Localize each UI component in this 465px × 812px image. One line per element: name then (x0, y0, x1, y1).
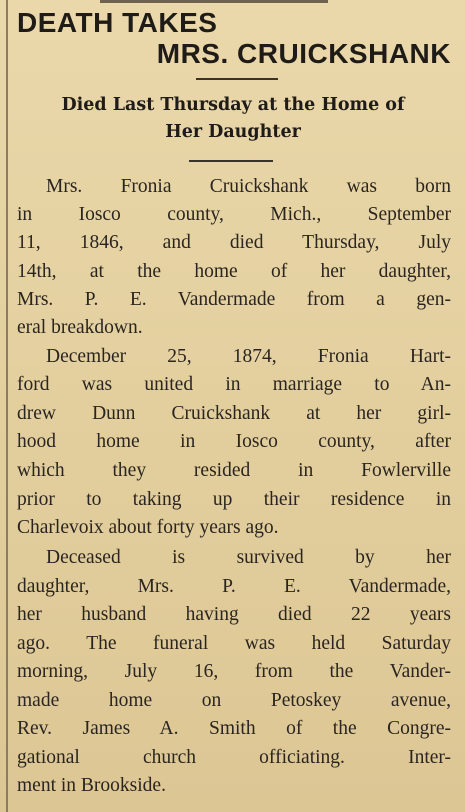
body-line: ford was united in marriage to An- (17, 374, 451, 395)
headline-line-2: MRS. CRUICKSHANK (156, 38, 451, 69)
body-line: Deceased is survived by her (46, 547, 451, 568)
headline-divider (196, 78, 278, 80)
body-line: ago. The funeral was held Saturday (17, 633, 451, 654)
body-line: which they resided in Fowlerville (17, 460, 451, 481)
body-line: December 25, 1874, Fronia Hart- (46, 346, 451, 367)
clipping-edge (6, 0, 8, 812)
body-line: Rev. James A. Smith of the Congre- (17, 718, 451, 739)
body-line: morning, July 16, from the Vander- (17, 661, 451, 682)
body-line: her husband having died 22 years (17, 604, 451, 625)
top-rule (100, 0, 328, 3)
body-line: gational church officiating. Inter- (17, 747, 451, 768)
body-line: eral breakdown. (17, 317, 143, 338)
body-line: Charlevoix about forty years ago. (17, 517, 279, 538)
subheadline-divider (189, 160, 273, 162)
body-line: 14th, at the home of her daughter, (17, 261, 451, 282)
body-line: daughter, Mrs. P. E. Vandermade, (17, 576, 451, 597)
body-line: hood home in Iosco county, after (17, 431, 451, 452)
body-line: Mrs. P. E. Vandermade from a gen- (17, 289, 451, 310)
body-line: Mrs. Fronia Cruickshank was born (46, 176, 451, 197)
body-line: prior to taking up their residence in (17, 489, 451, 510)
headline-line-1: DEATH TAKES (17, 7, 218, 38)
body-line: ment in Brookside. (17, 775, 166, 796)
body-line: 11, 1846, and died Thursday, July (17, 232, 451, 253)
body-line: made home on Petoskey avenue, (17, 690, 451, 711)
body-line: drew Dunn Cruickshank at her girl- (17, 403, 451, 424)
body-line: in Iosco county, Mich., September (17, 204, 451, 225)
subheadline-line-1: Died Last Thursday at the Home of (61, 95, 405, 115)
subheadline-line-2: Her Daughter (165, 122, 301, 142)
